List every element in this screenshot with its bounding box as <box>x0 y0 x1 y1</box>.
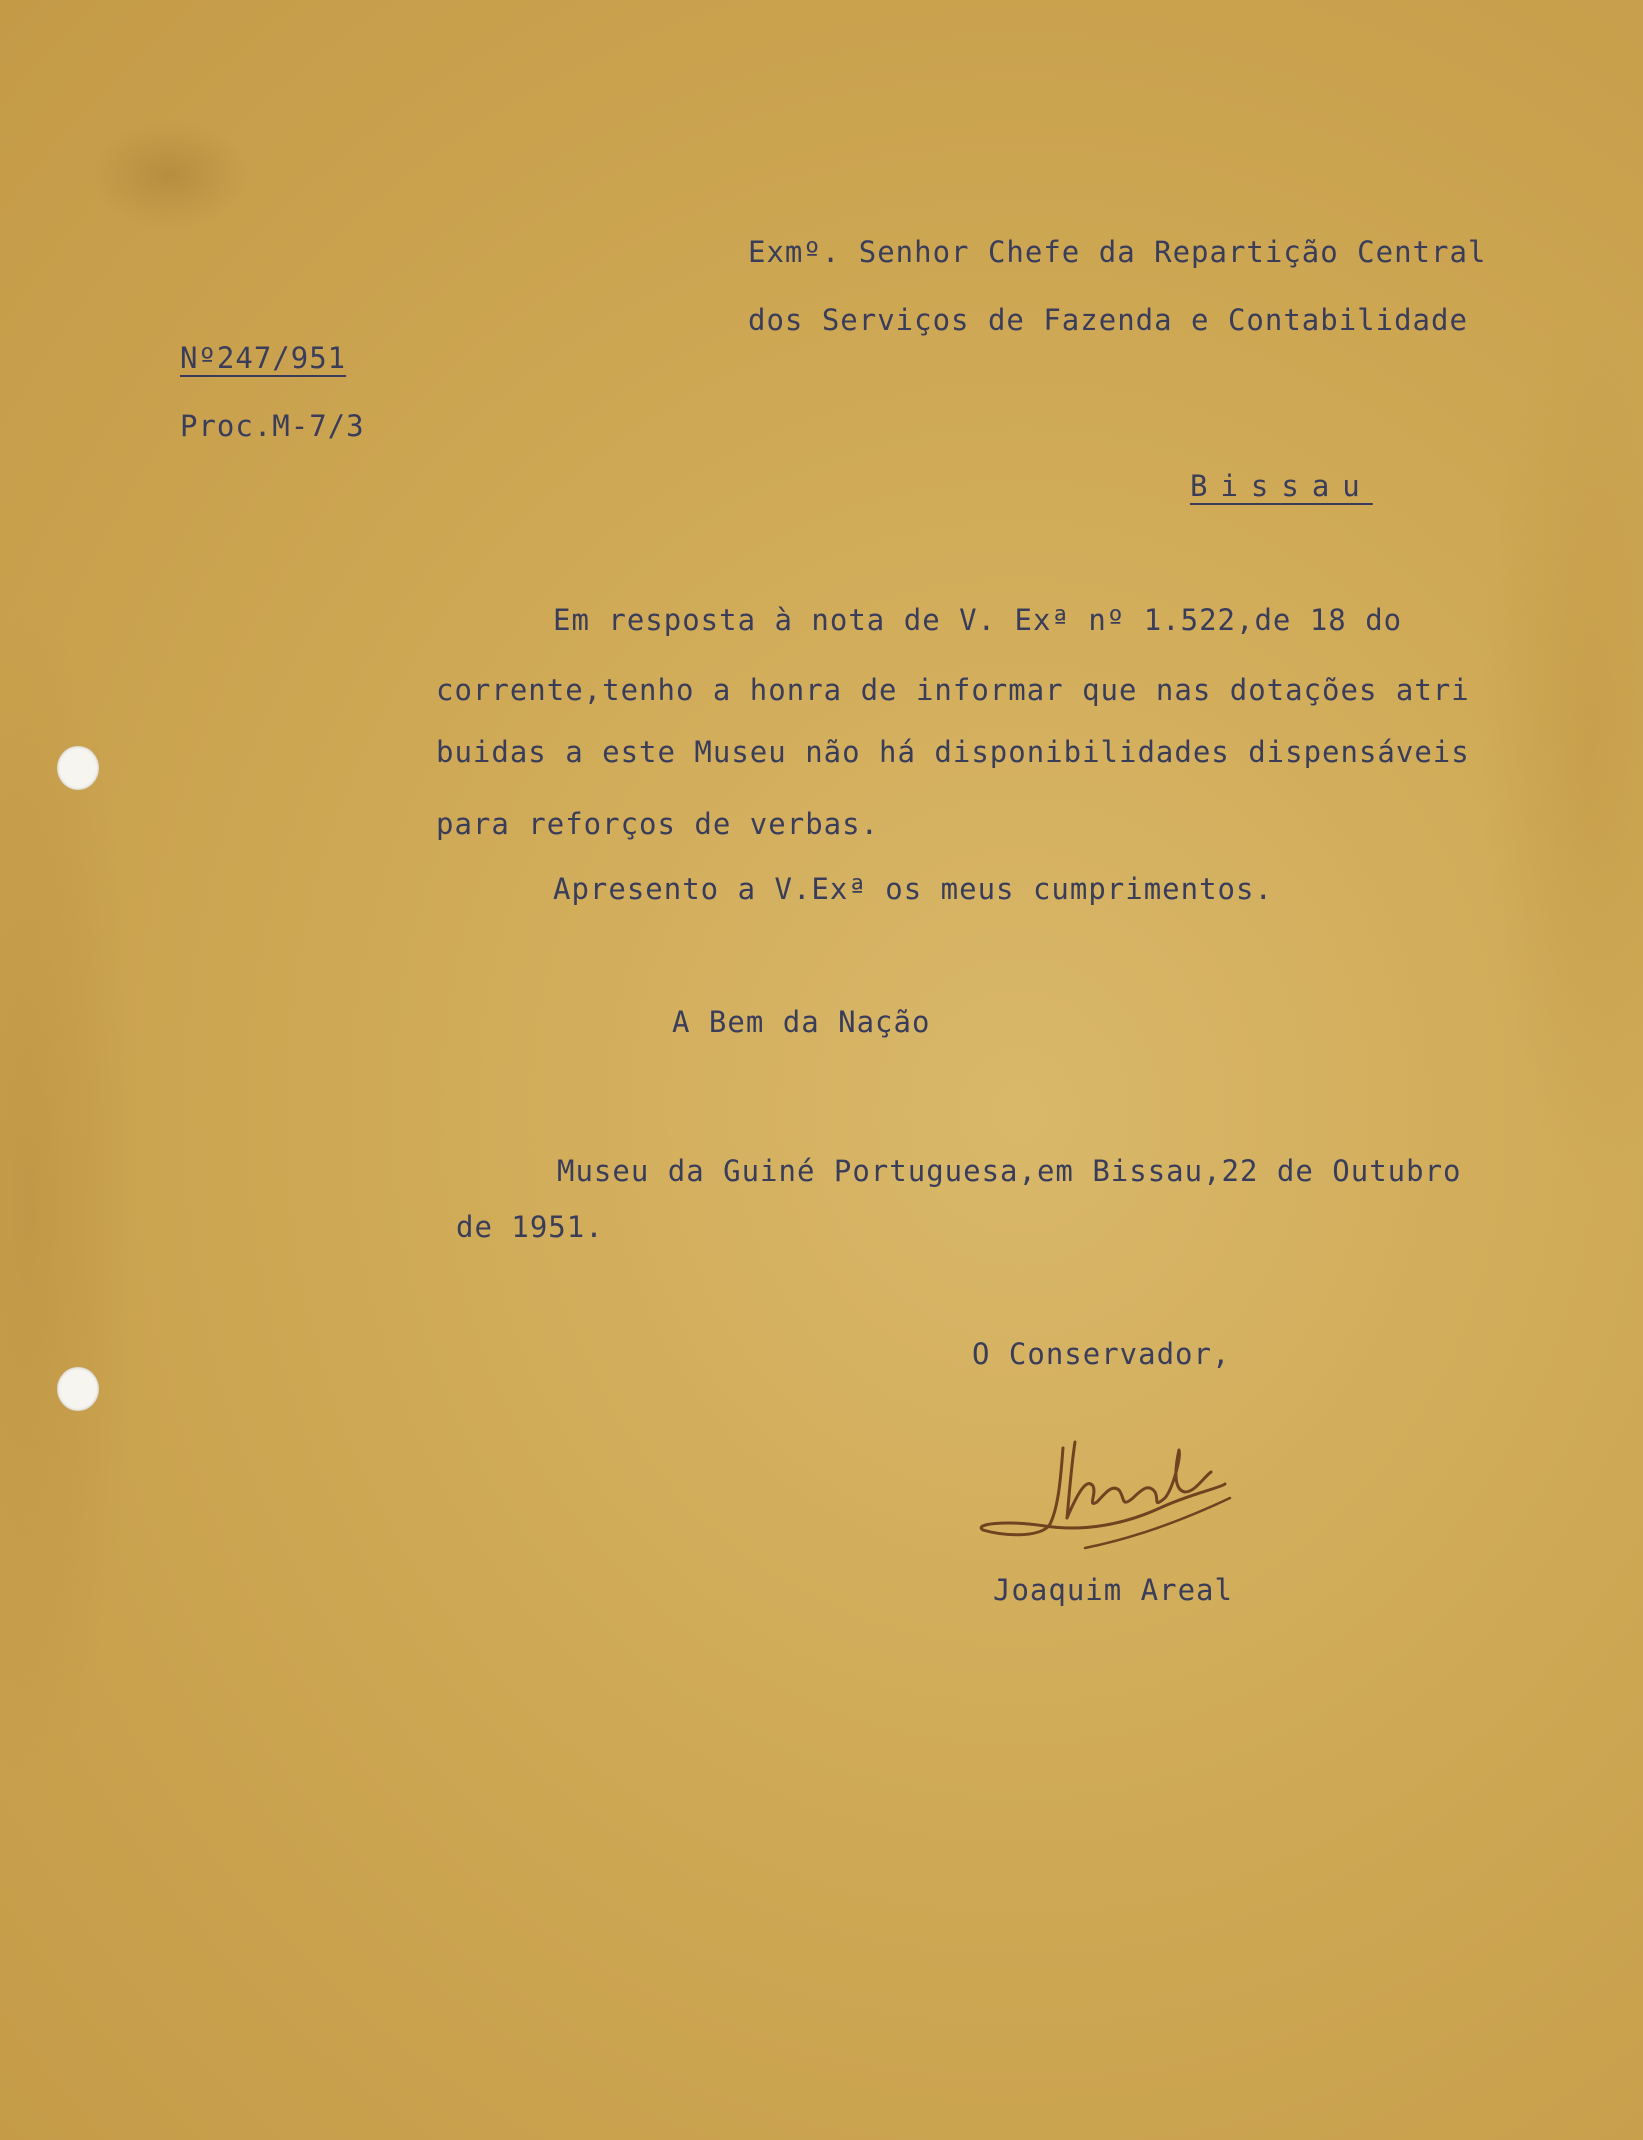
body-line-4: para reforços de verbas. <box>436 807 880 841</box>
signatory-name: Joaquim Areal <box>993 1573 1233 1607</box>
punch-hole-top <box>57 746 99 790</box>
reference-number: Nº247/951 <box>180 341 347 375</box>
handwritten-signature <box>975 1428 1245 1558</box>
place-date-line-1: Museu da Guiné Portuguesa,em Bissau,22 de Outubro <box>557 1154 1462 1188</box>
signatory-role: O Conservador, <box>972 1337 1231 1371</box>
place-date-line-2: de 1951. <box>456 1210 604 1244</box>
addressee-city: Bissau <box>1190 469 1373 503</box>
body-line-1: Em resposta à nota de V. Exª nº 1.522,de 18 do <box>553 603 1403 637</box>
punch-hole-bottom <box>57 1367 99 1411</box>
body-line-3: buidas a este Museu não há disponibilidades dispensáveis <box>436 735 1470 769</box>
body-line-2: corrente,tenho a honra de informar que nas dotações atri <box>436 673 1470 707</box>
process-reference: Proc.M-7/3 <box>180 409 365 443</box>
salutation: A Bem da Nação <box>672 1005 931 1039</box>
addressee-line-2: dos Serviços de Fazenda e Contabilidade <box>748 303 1468 337</box>
stain-top-left <box>90 120 250 230</box>
addressee-line-1: Exmº. Senhor Chefe da Repartição Central <box>748 235 1487 269</box>
body-paragraph-2: Apresento a V.Exª os meus cumprimentos. <box>553 872 1273 906</box>
stain-right-edge <box>1480 300 1643 1200</box>
